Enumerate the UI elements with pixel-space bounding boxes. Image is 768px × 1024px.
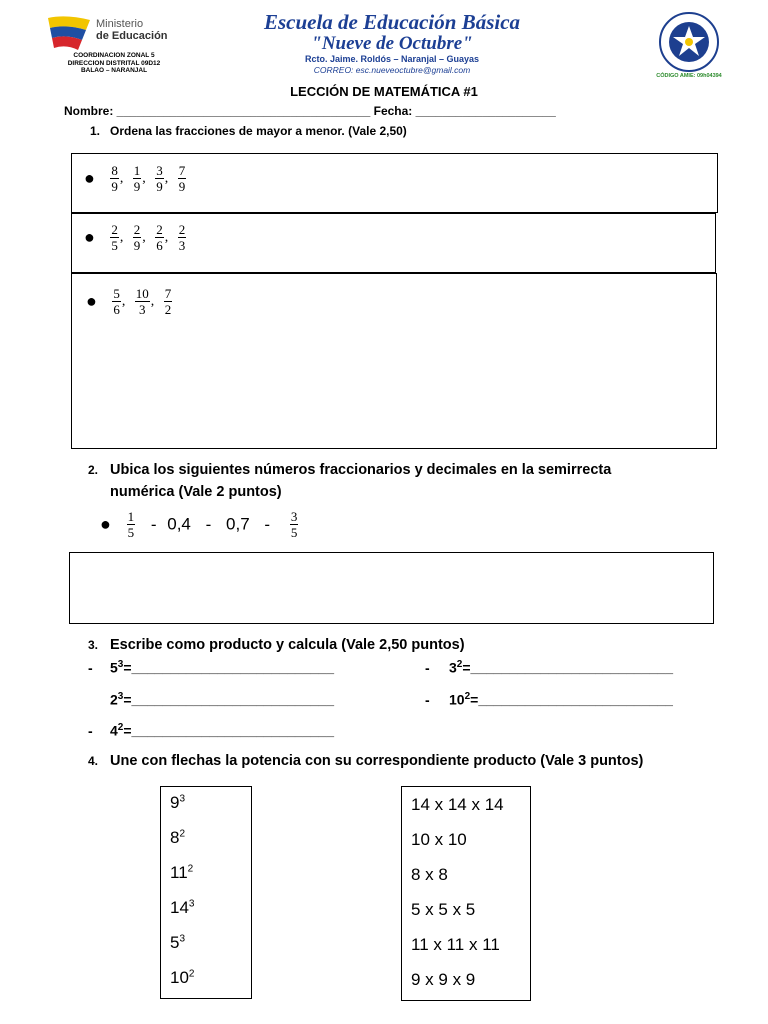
school-seal [652, 12, 726, 82]
fraction: $\frac{3}{9}$ [156, 163, 163, 194]
bullet-icon: ● [100, 514, 111, 534]
q2-number-line-box[interactable] [69, 552, 714, 624]
coord-line-3: BALAO – NARANJAL [80, 67, 148, 74]
separator: - [150, 514, 157, 534]
fraction: $\frac{3}{5}$ [290, 509, 298, 540]
q1-row-3: ● $\frac{5}{6}$ , $\frac{10}{3}$ , $\frac{7}{2}$ [86, 286, 172, 317]
product-item[interactable]: 5 x 5 x 5 [411, 900, 476, 919]
decimal-value: 0,4 [167, 514, 191, 534]
q1-text: Ordena las fracciones de mayor a menor. (Vale 2,50) [110, 124, 407, 138]
power-item[interactable]: $8^2$ [170, 828, 186, 847]
ministry-logo [46, 12, 176, 74]
bullet-icon: ● [84, 227, 95, 247]
q4-heading [88, 753, 643, 769]
school-subname: "Nueve de Octubre" [311, 33, 473, 54]
q3-item-1[interactable]: - $5^3=\_\_\_\_\_\_\_\_\_\_\_\_\_\_\_\_\_\_\_\_\_\_\_\_\_\_$ [88, 659, 334, 676]
q3-number: 3. [88, 638, 99, 652]
q3-item-4[interactable]: - $10^2=\_\_\_\_\_\_\_\_\_\_\_\_\_\_\_\_\_\_\_\_\_\_\_\_\_$ [425, 691, 673, 708]
separator: - [264, 514, 271, 534]
power-item[interactable]: $9^3$ [170, 793, 186, 812]
q3-text: Escribe como producto y calcula (Vale 2,50 puntos) [110, 637, 465, 653]
q2-values [100, 510, 299, 539]
q3-heading [88, 637, 465, 653]
bullet-icon: ● [86, 291, 97, 311]
products-box [401, 786, 531, 1001]
ministry-line2: de Educación [96, 30, 168, 42]
q4-text: Une con flechas la potencia con su correspondiente producto (Vale 3 puntos) [110, 753, 644, 769]
q3-item-5[interactable]: - $4^2=\_\_\_\_\_\_\_\_\_\_\_\_\_\_\_\_\_\_\_\_\_\_\_\_\_\_$ [88, 722, 334, 739]
seal-code: CÓDIGO AMIE: 09h04394 [656, 73, 722, 79]
powers-box [160, 786, 252, 999]
product-item[interactable]: 14 x 14 x 14 [411, 795, 504, 814]
coord-line-2: DIRECCION DISTRITAL 09D12 [67, 59, 161, 67]
q3-item-3[interactable]: $2^3=\_\_\_\_\_\_\_\_\_\_\_\_\_\_\_\_\_\_\_\_\_\_\_\_\_\_$ [110, 691, 334, 708]
q1-heading [90, 124, 407, 138]
separator: - [205, 514, 212, 534]
q1-row-1: ● $\frac{8}{9}$ , $\frac{1}{9}$ , $\frac{3}{9}$ , $\frac{7}{9}$ [84, 163, 186, 194]
bullet-icon: ● [84, 168, 95, 188]
product-item[interactable]: 11 x 11 x 11 [411, 935, 500, 954]
power-item[interactable]: $11^2$ [170, 863, 194, 882]
power-item[interactable]: $5^3$ [170, 933, 186, 952]
ecuador-flag-icon [46, 14, 92, 54]
product-item[interactable]: 10 x 10 [411, 830, 467, 849]
school-banner [246, 10, 538, 78]
school-address: Rcto. Jaime. Roldós – Naranjal – Guayas [304, 54, 480, 64]
fraction: $\frac{2}{5}$ [111, 222, 118, 253]
fraction: $\frac{7}{2}$ [164, 286, 172, 317]
fraction: $\frac{2}{3}$ [178, 222, 186, 253]
fraction: $\frac{7}{9}$ [178, 163, 186, 194]
school-email: CORREO: esc.nueveoctubre@gmail.com [313, 65, 471, 75]
power-item[interactable]: $14^3$ [170, 898, 195, 917]
power-item[interactable]: $10^2$ [170, 968, 195, 987]
fraction: $\frac{1}{9}$ [133, 163, 141, 194]
fraction: $\frac{8}{9}$ [111, 163, 118, 194]
fraction: $\frac{1}{5}$ [127, 509, 135, 540]
q2-heading [88, 459, 611, 503]
coord-line-1: COORDINACION ZONAL 5 [73, 52, 155, 59]
name-date-line[interactable]: Nombre: ______________________________________ Fecha: _____________________ [64, 104, 556, 118]
fraction: $\frac{2}{6}$ [156, 222, 163, 253]
fraction: $\frac{5}{6}$ [113, 286, 120, 317]
q2-text-line2: numérica (Vale 2 puntos) [110, 484, 282, 500]
product-item[interactable]: 9 x 9 x 9 [411, 970, 476, 989]
product-item[interactable]: 8 x 8 [411, 865, 448, 884]
decimal-value: 0,7 [226, 514, 250, 534]
q4-number: 4. [88, 754, 99, 768]
q1-row-2: ● $\frac{2}{5}$ , $\frac{2}{9}$ , $\frac{2}{6}$ , $\frac{2}{3}$ [84, 222, 186, 253]
q2-number: 2. [88, 463, 99, 477]
school-name: Escuela de Educación Básica [263, 10, 521, 34]
q1-number: 1. [90, 124, 101, 138]
q3-item-2[interactable]: - $3^2=\_\_\_\_\_\_\_\_\_\_\_\_\_\_\_\_\_\_\_\_\_\_\_\_\_\_$ [425, 659, 673, 676]
ministry-line1: Ministerio [96, 18, 144, 30]
page-title: LECCIÓN DE MATEMÁTICA #1 [290, 84, 478, 99]
fraction: $\frac{2}{9}$ [133, 222, 141, 253]
star-seal-icon [655, 12, 723, 72]
fraction: $\frac{10}{3}$ [135, 286, 149, 317]
q2-text-line1: Ubica los siguientes números fraccionarios y decimales en la semirrecta [110, 462, 612, 478]
